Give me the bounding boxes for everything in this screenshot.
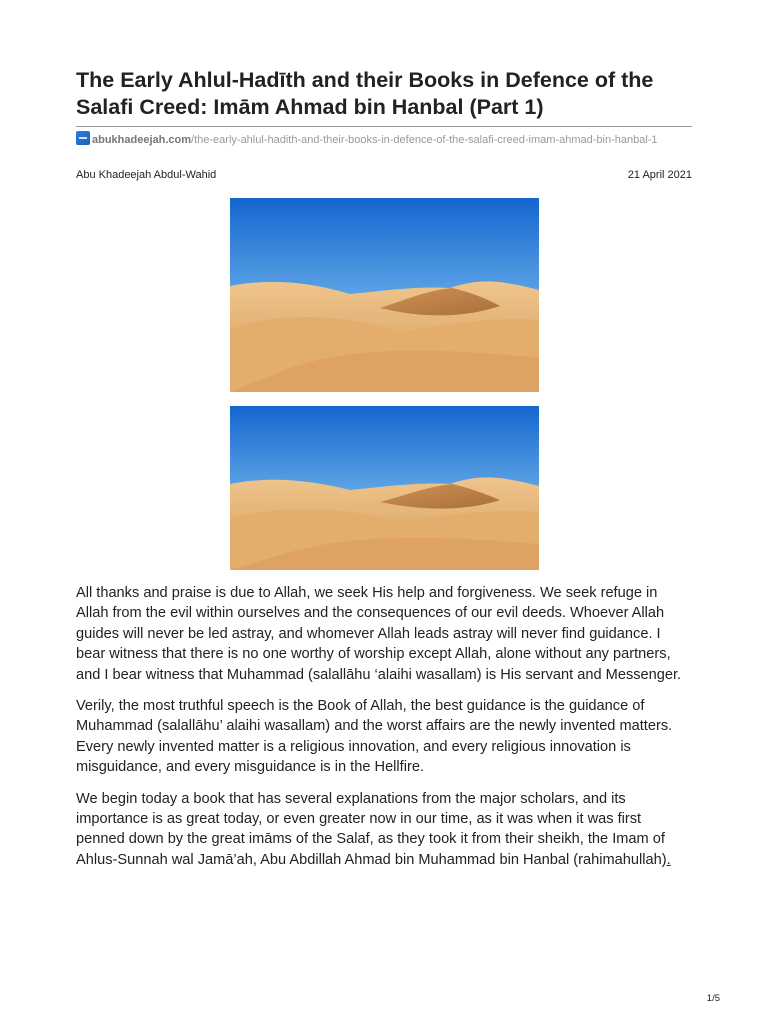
site-favicon-icon [76, 131, 90, 145]
paragraph-2: Verily, the most truthful speech is the Book of Allah, the best guidance is the guidance of Muhammad (salallāhu’ alaihi wasallam) and the worst affairs are the newly invented matters. Every newly invented matter is a religious innovation, and every religious innovation is misguidance, and every misguidance is in the Hellfire. [76, 698, 673, 776]
author-name: Abu Khadeejah Abdul-Wahid [76, 169, 217, 181]
paragraph-3-end-link[interactable]: . [666, 851, 671, 868]
desert-dunes-illustration [230, 198, 539, 392]
publish-date: 21 April 2021 [627, 169, 692, 181]
paragraph-3 [76, 789, 692, 871]
desert-dunes-image-duplicate [230, 406, 539, 570]
page-number: 1/5 [706, 993, 720, 1004]
article-title: The Early Ahlul-Hadīth and their Books in Defence of the Salafi Creed: Imām Ahmad bin Hanbal (Part 1) [76, 68, 654, 119]
article-body [76, 583, 692, 881]
title-divider [76, 126, 692, 127]
paragraph-3-text: We begin today a book that has several explanations from the major scholars, and its importance is as great today, or even greater now in our time, as it was when it was first penned down by the great imāms of the Salaf, as they took it from their sheikh, the Imam of Ahlus-Sunnah wal Jamā’ah, Abu Abdillah Ahmad bin Muhammad bin Hanbal (rahimahullah) [76, 790, 667, 868]
source-url[interactable] [76, 131, 692, 147]
url-domain[interactable]: abukhadeejah.com [92, 134, 192, 146]
article-meta [76, 169, 692, 181]
paragraph-1: All thanks and praise is due to Allah, we seek His help and forgiveness. We seek refuge in Allah from the evil within ourselves and the consequences of our evil deeds. Whoever Allah guides will never be led astray, and whomever Allah leads astray will never find guidance. I bear witness that there is no one worthy of worship except Allah, alone without any partners, and I bear witness that Muhammad (salallāhu ‘alaihi wasallam) is His servant and Messenger. [76, 585, 682, 683]
desert-dunes-illustration [230, 406, 539, 570]
url-path[interactable]: /the-early-ahlul-hadith-and-their-books-in-defence-of-the-salafi-creed-imam-ahmad-bin-hanbal-1 [191, 134, 658, 146]
desert-dunes-image [230, 198, 539, 392]
